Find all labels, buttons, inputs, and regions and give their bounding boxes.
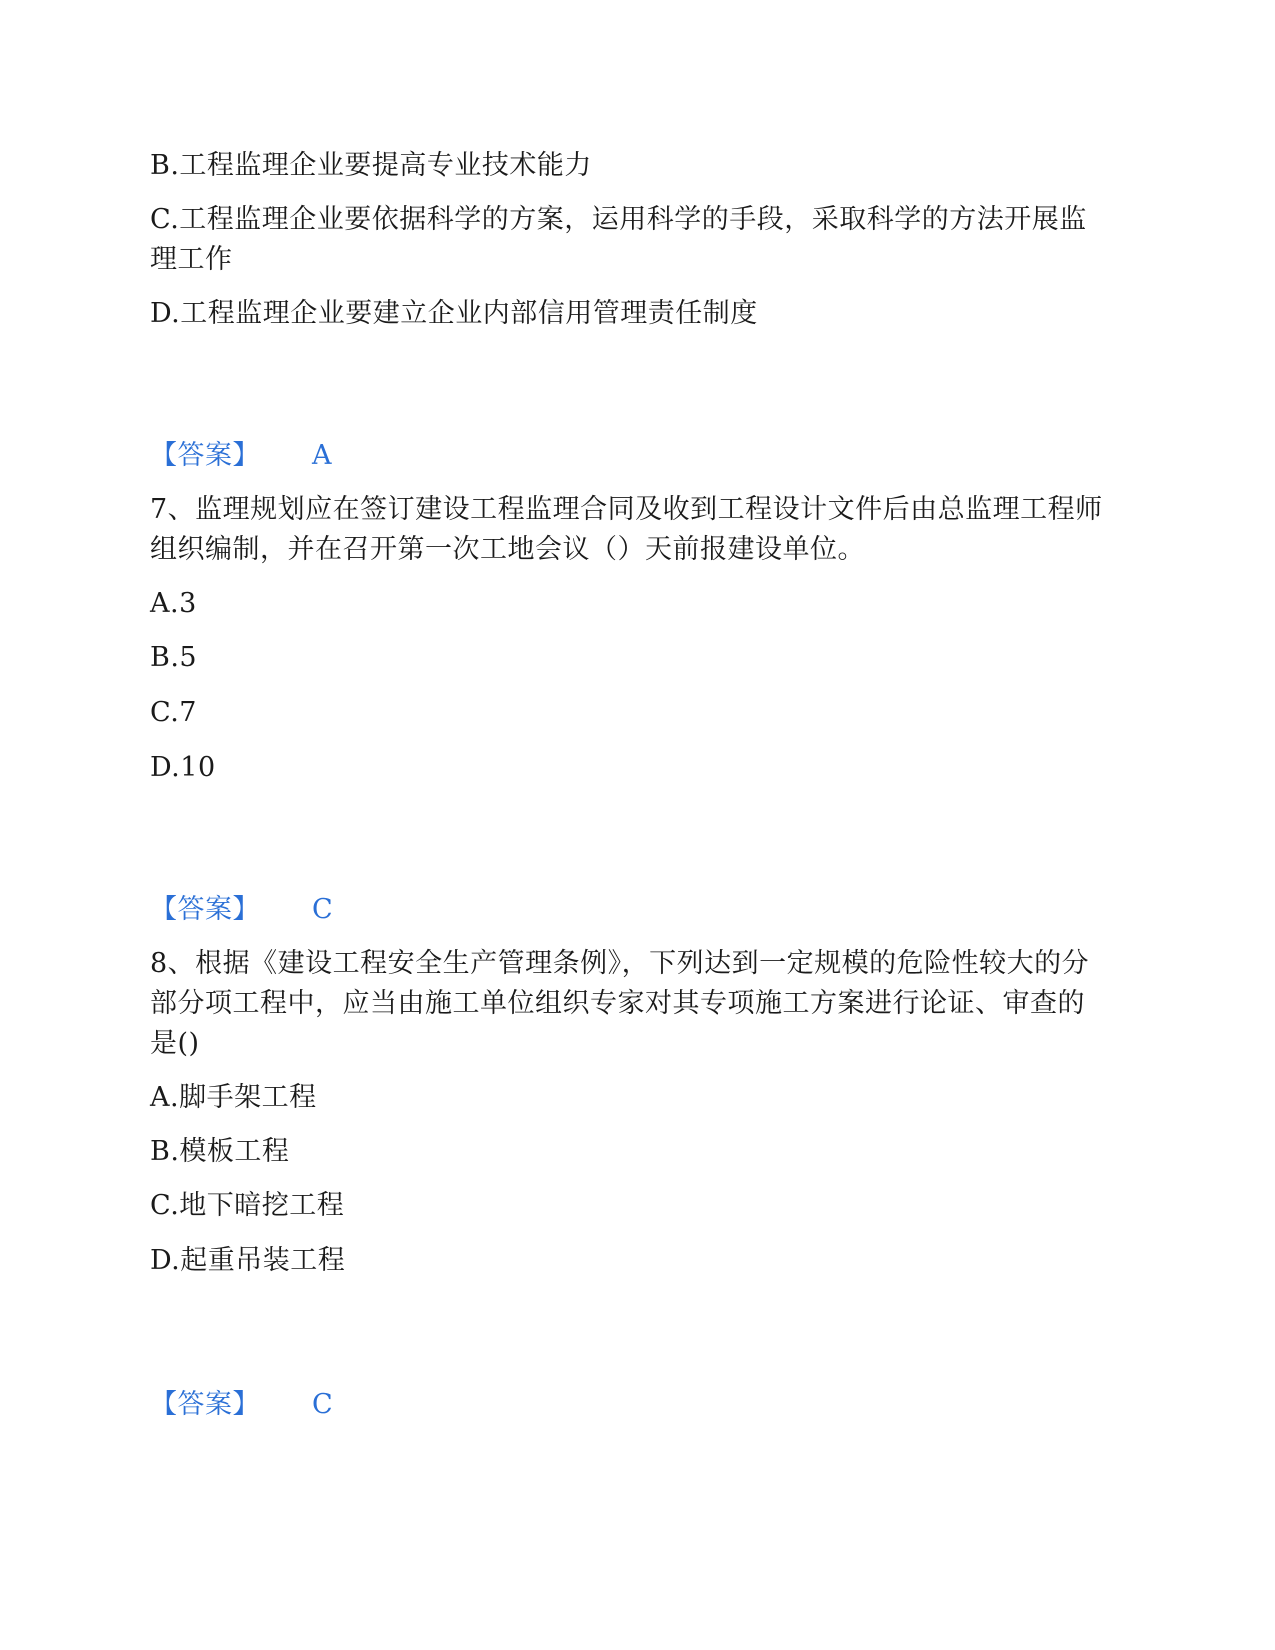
q8-answer xyxy=(150,1385,1110,1425)
q8-option-c: C.地下暗挖工程 xyxy=(150,1190,345,1221)
q6-option-c: C.工程监理企业要依据科学的方案，运用科学的手段，采取科学的方法开展监理工作 xyxy=(150,204,1087,275)
q6-answer xyxy=(150,436,1110,476)
q7-answer xyxy=(150,890,1110,930)
q6-option-d: D.工程监理企业要建立企业内部信用管理责任制度 xyxy=(150,298,758,329)
answer-label: 【答案】 xyxy=(150,1389,260,1420)
answer-label: 【答案】 xyxy=(150,894,260,925)
q6-option-b: B.工程监理企业要提高专业技术能力 xyxy=(150,150,592,181)
q7-stem: 7、监理规划应在签订建设工程监理合同及收到工程设计文件后由总监理工程师组织编制，并在召开第一次工地会议（）天前报建设单位。 xyxy=(150,494,1103,565)
q7-option-d: D.10 xyxy=(150,752,216,783)
answer-value: C xyxy=(312,894,334,925)
q7-option-c: C.7 xyxy=(150,697,197,728)
answer-label: 【答案】 xyxy=(150,440,260,471)
q8-stem: 8、根据《建设工程安全生产管理条例》，下列达到一定规模的危险性较大的分部分项工程中，应当由施工单位组织专家对其专项施工方案进行论证、审查的是() xyxy=(150,948,1090,1059)
answer-value: C xyxy=(312,1389,334,1420)
answer-value: A xyxy=(312,440,332,471)
q7-option-a: A.3 xyxy=(150,588,197,619)
q8-option-a: A.脚手架工程 xyxy=(150,1082,317,1113)
q8-option-b: B.模板工程 xyxy=(150,1136,290,1167)
q7-option-b: B.5 xyxy=(150,642,198,673)
q8-option-d: D.起重吊装工程 xyxy=(150,1245,346,1276)
